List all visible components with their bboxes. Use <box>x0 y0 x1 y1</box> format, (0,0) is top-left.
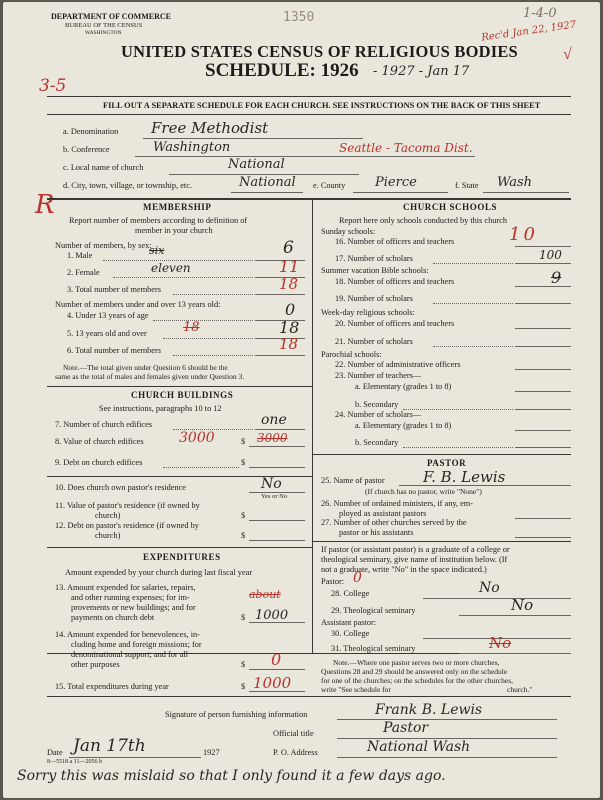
graduate-note-1: If pastor (or assistant pastor) is a graduate of a college or <box>321 545 510 554</box>
q8-written: 3000 <box>179 430 215 446</box>
pastor-sublabel: Pastor: <box>321 577 345 586</box>
q26-label-2: ployed as assistant pastors <box>339 509 427 518</box>
q14-label-2: cluding home and foreign missions; for <box>71 640 202 649</box>
q30-label: 30. College <box>331 629 370 638</box>
q3-value: 18 <box>279 275 299 293</box>
q3-label: 3. Total number of members <box>67 285 161 294</box>
q11-label-1: 11. Value of pastor's residence (if owned by <box>55 501 200 510</box>
q22-label: 22. Number of administrative officers <box>335 360 461 369</box>
form-title: UNITED STATES CENSUS OF RELIGIOUS BODIES <box>121 42 518 61</box>
membership-intro-2: member in your church <box>135 226 213 235</box>
q16-label: 16. Number of officers and teachers <box>335 237 455 246</box>
q12-label-1: 12. Debt on pastor's residence (if owned by <box>55 521 199 530</box>
q29-label: 29. Theological seminary <box>331 606 416 615</box>
date-value: Jan 17th <box>73 736 146 756</box>
q23-label: 23. Number of teachers— <box>335 371 422 380</box>
assistant-sublabel: Assistant pastor: <box>321 618 377 627</box>
schedule-handwritten: - 1927 - Jan 17 <box>373 64 470 79</box>
city-town-value: National <box>239 175 296 190</box>
graduate-note-2: theological seminary, give name of institution below. (If <box>321 555 508 564</box>
membership-note-1: Note.—The total given under Question 6 should be the <box>63 363 228 372</box>
q2-label: 2. Female <box>67 268 100 277</box>
expenditures-title: EXPENDITURES <box>143 552 221 562</box>
reference-code: 3-5 <box>39 76 67 96</box>
parochial-heading: Parochial schools: <box>321 350 382 359</box>
q13-dollar: $ <box>241 613 246 622</box>
q7-label: 7. Number of church edifices <box>55 420 152 429</box>
q4-label: 4. Under 13 years of age <box>67 311 149 320</box>
by-sex-label: Number of members, by sex: <box>55 241 152 250</box>
census-schedule-document <box>3 2 600 798</box>
q1-label: 1. Male <box>67 251 93 260</box>
q13-label-1: 13. Amount expended for salaries, repairs, <box>55 583 196 592</box>
date-label: Date <box>47 748 63 757</box>
q1-value: 6 <box>283 238 294 258</box>
city-label: WASHINGTON <box>85 30 122 36</box>
yes-no-hint: Yes or No <box>261 493 288 500</box>
q2-value: 11 <box>279 257 300 276</box>
q21-label: 21. Number of scholars <box>335 337 413 346</box>
signature-label: Signature of person furnishing information <box>165 710 308 719</box>
county-value: Pierce <box>375 175 417 190</box>
conference-value: Washington <box>153 140 231 155</box>
pastor-mark: 0 <box>353 570 362 586</box>
q20-label: 20. Number of officers and teachers <box>335 319 455 328</box>
summer-heading: Summer vacation Bible schools: <box>321 266 429 275</box>
q9-label: 9. Debt on church edifices <box>55 458 143 467</box>
q19-label: 19. Number of scholars <box>335 294 413 303</box>
q23a-label: a. Elementary (grades 1 to 8) <box>355 382 452 391</box>
official-title-label: Official title <box>273 729 314 738</box>
q24b-label: b. Secondary <box>355 438 399 447</box>
q6-label: 6. Total number of members <box>67 346 161 355</box>
sunday-heading: Sunday schools: <box>321 227 376 236</box>
q13-value: 1000 <box>255 608 289 623</box>
q27-label-2: pastor or his assistants <box>339 528 414 537</box>
q29-value: No <box>511 596 534 614</box>
q11-label-2: church) <box>95 511 121 520</box>
q14-label-4: other purposes <box>71 660 120 669</box>
q14-label-1: 14. Amount expended for benevolences, in- <box>55 630 200 639</box>
q13-struck: about <box>249 588 281 601</box>
denomination-value: Free Methodist <box>151 119 269 137</box>
q24-label: 24. Number of scholars— <box>335 410 422 419</box>
state-label: f. State <box>455 181 479 190</box>
q7-value: one <box>261 412 287 428</box>
instruction-banner: FILL OUT A SEPARATE SCHEDULE FOR EACH CHURCH. SEE INSTRUCTIONS ON THE BACK OF THIS SHEET <box>103 101 541 110</box>
county-label: e. County <box>313 181 346 190</box>
q8-value: 3000 <box>257 431 288 445</box>
conference-label: b. Conference <box>63 145 110 154</box>
pastor-title: PASTOR <box>427 458 467 468</box>
membership-title: MEMBERSHIP <box>143 202 212 212</box>
city-town-label: d. City, town, village, or township, etc. <box>63 181 192 190</box>
footnote-handwritten: Sorry this was mislaid so that I only found it a few days ago. <box>17 768 446 784</box>
graduate-note-3: not a graduate, write "No" in the space indicated.) <box>321 565 487 574</box>
q28-label: 28. College <box>331 589 370 598</box>
age-heading: Number of members under and over 13 years old: <box>55 300 221 309</box>
q14-label-3: denominational support; and for all <box>71 650 189 659</box>
q25-value: F. B. Lewis <box>423 468 506 486</box>
margin-mark: R <box>35 190 55 220</box>
q16-value: 10 <box>509 224 538 245</box>
q24a-label: a. Elementary (grades 1 to 8) <box>355 421 452 430</box>
q15-dollar: $ <box>241 682 246 691</box>
q18-value: 9 <box>551 268 562 287</box>
q18-label: 18. Number of officers and teachers <box>335 277 455 286</box>
q23b-label: b. Secondary <box>355 400 399 409</box>
department-label: DEPARTMENT OF COMMERCE <box>51 12 172 21</box>
schools-title: CHURCH SCHOOLS <box>403 202 498 212</box>
stamp-number: 1350 <box>283 10 315 25</box>
official-title-value: Pastor <box>383 720 429 736</box>
expenditures-sub: Amount expended by your church during last fiscal year <box>65 568 253 577</box>
q17-value: 100 <box>539 248 562 262</box>
q9-dollar: $ <box>241 458 246 467</box>
q17-label: 17. Number of scholars <box>335 254 413 263</box>
po-address-label: P. O. Address <box>273 748 318 757</box>
pastor-note-3: for one of the churches; on the schedules for the other churches, <box>321 676 514 685</box>
schedule-label: SCHEDULE: 1926 <box>205 60 359 81</box>
check-mark: √ <box>563 46 572 63</box>
weekday-heading: Week-day religious schools: <box>321 308 415 317</box>
q4-value: 0 <box>285 300 296 319</box>
date-year: 1927 <box>203 748 220 757</box>
local-name-label: c. Local name of church <box>63 163 144 172</box>
q10-label: 10. Does church own pastor's residence <box>55 483 186 492</box>
pastor-note-2: Questions 28 and 29 should be answered only on the schedule <box>321 667 508 676</box>
form-codes: 8—5518 a 11—2056 b <box>47 759 102 765</box>
q13-label-3: provements or new buildings; and for <box>71 603 196 612</box>
local-name-value: National <box>228 157 285 172</box>
q13-label-4: payments on church debt <box>71 613 155 622</box>
q2-written: eleven <box>151 261 191 275</box>
q14-value: 0 <box>271 650 282 669</box>
q25-note: (If church has no pastor, write "None") <box>365 487 482 496</box>
q12-dollar: $ <box>241 531 246 540</box>
q5-value: 18 <box>279 318 300 337</box>
q15-value: 1000 <box>253 674 292 692</box>
bureau-label: BUREAU OF THE CENSUS <box>65 22 143 29</box>
membership-note-2: same as the total of males and females given under Question 3. <box>55 372 245 381</box>
q1-struck: six <box>149 244 165 257</box>
q31-label: 31. Theological seminary <box>331 644 416 653</box>
po-address-value: National Wash <box>367 739 471 755</box>
conference-district: Seattle - Tacoma Dist. <box>339 141 473 155</box>
received-note: Rec'd Jan 22, 1927 <box>480 19 577 44</box>
schools-sub: Report here only schools conducted by this church <box>339 216 507 225</box>
buildings-sub: See instructions, paragraphs 10 to 12 <box>99 404 222 413</box>
q8-label: 8. Value of church edifices <box>55 437 144 446</box>
q11-dollar: $ <box>241 511 246 520</box>
pastor-note-4: write "See schedule for <box>321 685 391 694</box>
pastor-note-5: church." <box>507 685 533 694</box>
q6-value: 18 <box>279 335 299 353</box>
q5-label: 5. 13 years old and over <box>67 329 147 338</box>
pastor-note-1: Note.—Where one pastor serves two or more churches, <box>333 658 500 667</box>
q14-dollar: $ <box>241 660 246 669</box>
q27-label-1: 27. Number of other churches served by the <box>321 518 467 527</box>
state-value: Wash <box>497 175 533 190</box>
q12-label-2: church) <box>95 531 121 540</box>
q13-label-2: and other running expenses; for im- <box>71 593 190 602</box>
q31-value: No <box>489 634 512 652</box>
q5-struck: 18 <box>183 320 200 335</box>
buildings-title: CHURCH BUILDINGS <box>131 390 234 400</box>
q8-dollar: $ <box>241 437 246 446</box>
denomination-label: a. Denomination <box>63 127 119 136</box>
pencil-code: 1-4-0 <box>523 6 557 21</box>
q26-label-1: 26. Number of ordained ministers, if any, em- <box>321 499 473 508</box>
q10-value: No <box>261 476 282 492</box>
signature-value: Frank B. Lewis <box>375 702 483 718</box>
q25-label: 25. Name of pastor <box>321 476 385 485</box>
q28-value: No <box>479 580 500 596</box>
membership-intro-1: Report number of members according to definition of <box>69 216 248 225</box>
q15-label: 15. Total expenditures during year <box>55 682 169 691</box>
